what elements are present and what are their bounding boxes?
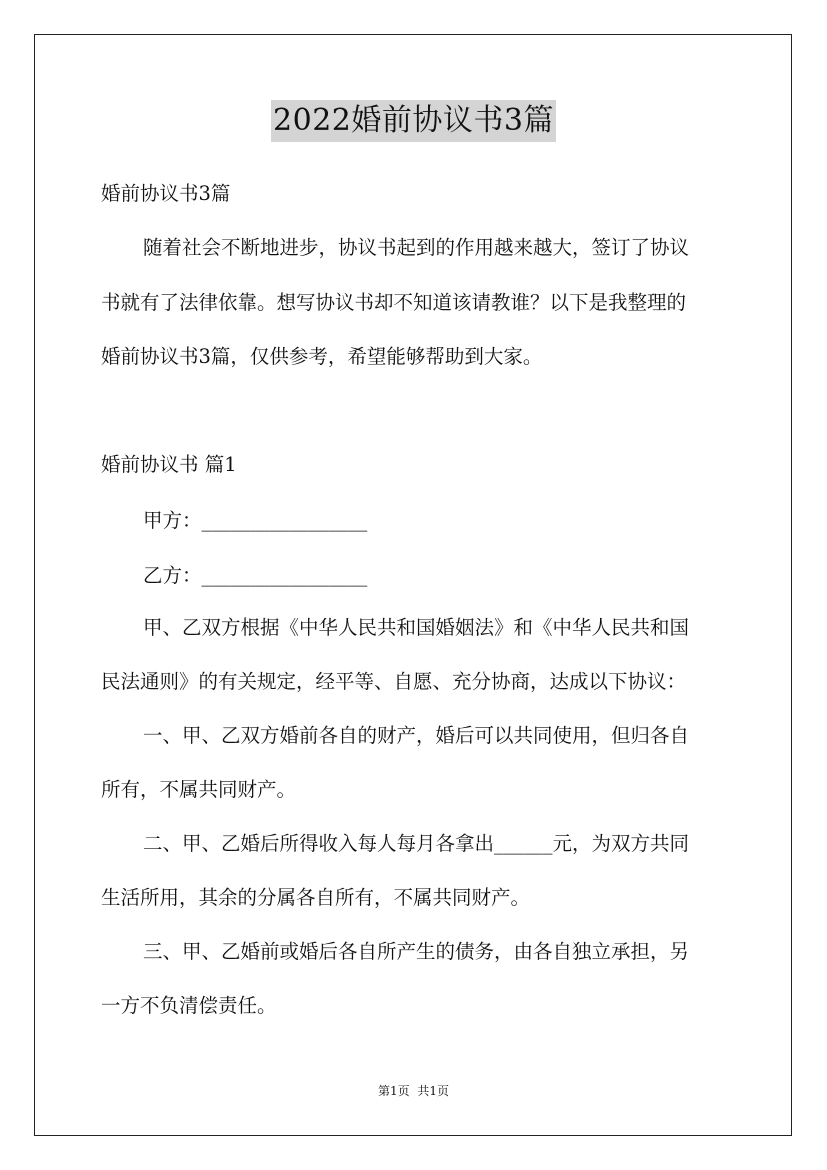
page-number: 第1页 — [377, 1084, 410, 1098]
page-footer — [0, 1082, 827, 1100]
body-line-5: 二、甲、乙婚后所得收入每人每月各拿出______元，为双方共同 — [143, 832, 690, 855]
body-line-1: 甲、乙双方根据《中华人民共和国婚姻法》和《中华人民共和国 — [143, 616, 690, 639]
body-line-4: 所有，不属共同财产。 — [101, 778, 297, 801]
body-line-8: 一方不负清偿责任。 — [101, 994, 277, 1017]
page-total: 共1页 — [417, 1084, 450, 1098]
party-b-line: 乙方：_________________ — [143, 564, 368, 587]
intro-line-1: 随着社会不断地进步，协议书起到的作用越来越大，签订了协议 — [143, 236, 690, 259]
body-line-7: 三、甲、乙婚前或婚后各自所产生的债务，由各自独立承担，另 — [143, 940, 690, 963]
body-line-3: 一、甲、乙双方婚前各自的财产，婚后可以共同使用，但归各自 — [143, 724, 690, 747]
section-heading: 婚前协议书 篇1 — [101, 453, 237, 476]
intro-line-2: 书就有了法律依靠。想写协议书却不知道该请教谁？以下是我整理的 — [101, 291, 687, 314]
document-subtitle: 婚前协议书3篇 — [101, 182, 231, 205]
body-line-6: 生活所用，其余的分属各自所有，不属共同财产。 — [101, 886, 531, 909]
document-title: 2022婚前协议书3篇 — [271, 100, 556, 142]
party-a-line: 甲方：_________________ — [143, 509, 368, 532]
title-container — [0, 100, 827, 142]
intro-line-3: 婚前协议书3篇，仅供参考，希望能够帮助到大家。 — [101, 345, 543, 368]
body-line-2: 民法通则》的有关规定，经平等、自愿、充分协商，达成以下协议： — [101, 670, 687, 693]
